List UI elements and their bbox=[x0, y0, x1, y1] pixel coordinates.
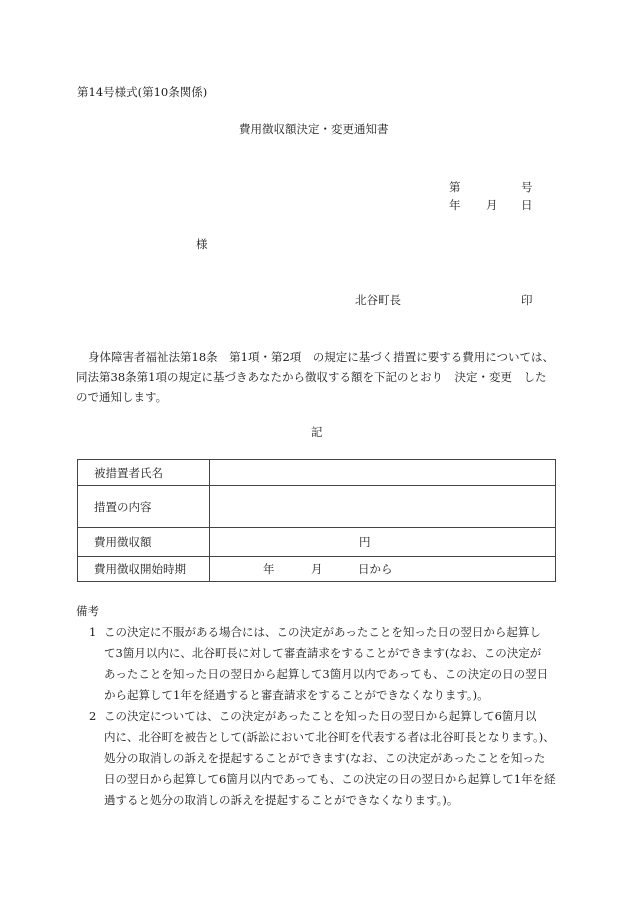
table-row bbox=[78, 528, 556, 557]
doc-number-dai: 第 bbox=[449, 180, 461, 194]
row-label-start: 費用徴収開始時期 bbox=[78, 557, 210, 582]
body-line: 同法第38条第1項の規定に基づきあなたから徴収する額を下記のとおり 決定・変更 した bbox=[76, 370, 547, 384]
row-label-person: 被措置者氏名 bbox=[78, 460, 210, 486]
body-line: ので通知します。 bbox=[76, 390, 168, 404]
body-line: 身体障害者福祉法第18条 第1項・第2項 の規定に基づく措置に要する費用については、 bbox=[88, 350, 555, 364]
row-label-amount: 費用徴収額 bbox=[78, 528, 210, 557]
note-line: この決定については、この決定があったことを知った日の翌日から起算して6箇月以 bbox=[104, 709, 537, 723]
ki-heading: 記 bbox=[311, 425, 323, 439]
date-month: 月 bbox=[486, 198, 498, 212]
table-row bbox=[78, 557, 556, 582]
start-day-from: 日から bbox=[358, 562, 393, 576]
note-number: 2 bbox=[89, 709, 97, 723]
addressee-sama: 様 bbox=[196, 237, 208, 251]
doc-number-go: 号 bbox=[521, 180, 533, 194]
note-line: 日の翌日から起算して6箇月以内であっても、この決定の日の翌日から起算して1年を経 bbox=[104, 772, 556, 786]
row-value-amount bbox=[210, 528, 556, 557]
document-title: 費用徴収額決定・変更通知書 bbox=[239, 122, 389, 136]
row-value-measure bbox=[210, 486, 556, 528]
note-line: 内に、北谷町を被告として(訴訟において北谷町を代表する者は北谷町長となります。)、 bbox=[104, 730, 555, 744]
note-number: 1 bbox=[89, 625, 97, 639]
note-line: て3箇月以内に、北谷町長に対して審査請求をすることができます(なお、この決定が bbox=[104, 646, 542, 660]
date-year: 年 bbox=[449, 198, 461, 212]
remarks-section bbox=[76, 601, 560, 811]
yen-unit: 円 bbox=[359, 535, 371, 549]
table-row bbox=[78, 486, 556, 528]
row-value-start bbox=[210, 557, 556, 582]
note-line: あったことを知った日の翌日から起算して3箇月以内であっても、この決定の日の翌日 bbox=[104, 667, 549, 681]
date-day: 日 bbox=[521, 198, 533, 212]
note-line: 処分の取消しの訴えを提起することができます(なお、この決定があったことを知った bbox=[104, 751, 546, 765]
issuer-name: 北谷町長 bbox=[355, 293, 401, 307]
start-month: 月 bbox=[311, 562, 323, 576]
notice-body bbox=[76, 347, 560, 407]
remark-note-1 bbox=[76, 622, 560, 706]
seal-mark: 印 bbox=[521, 293, 533, 307]
note-line: この決定に不服がある場合には、この決定があったことを知った日の翌日から起算し bbox=[104, 625, 541, 639]
start-year: 年 bbox=[263, 562, 275, 576]
note-line: から起算して1年を経過すると審査請求をすることができなくなります。)。 bbox=[104, 688, 489, 702]
table-row bbox=[78, 460, 556, 486]
row-value-person bbox=[210, 460, 556, 486]
note-line: 過すると処分の取消しの訴えを提起することができなくなります。)。 bbox=[104, 793, 459, 807]
form-number: 第14号様式(第10条関係) bbox=[77, 85, 208, 99]
remark-note-2 bbox=[76, 706, 560, 811]
row-label-measure: 措置の内容 bbox=[78, 486, 210, 528]
remarks-heading: 備考 bbox=[76, 604, 99, 618]
info-table bbox=[77, 459, 556, 582]
